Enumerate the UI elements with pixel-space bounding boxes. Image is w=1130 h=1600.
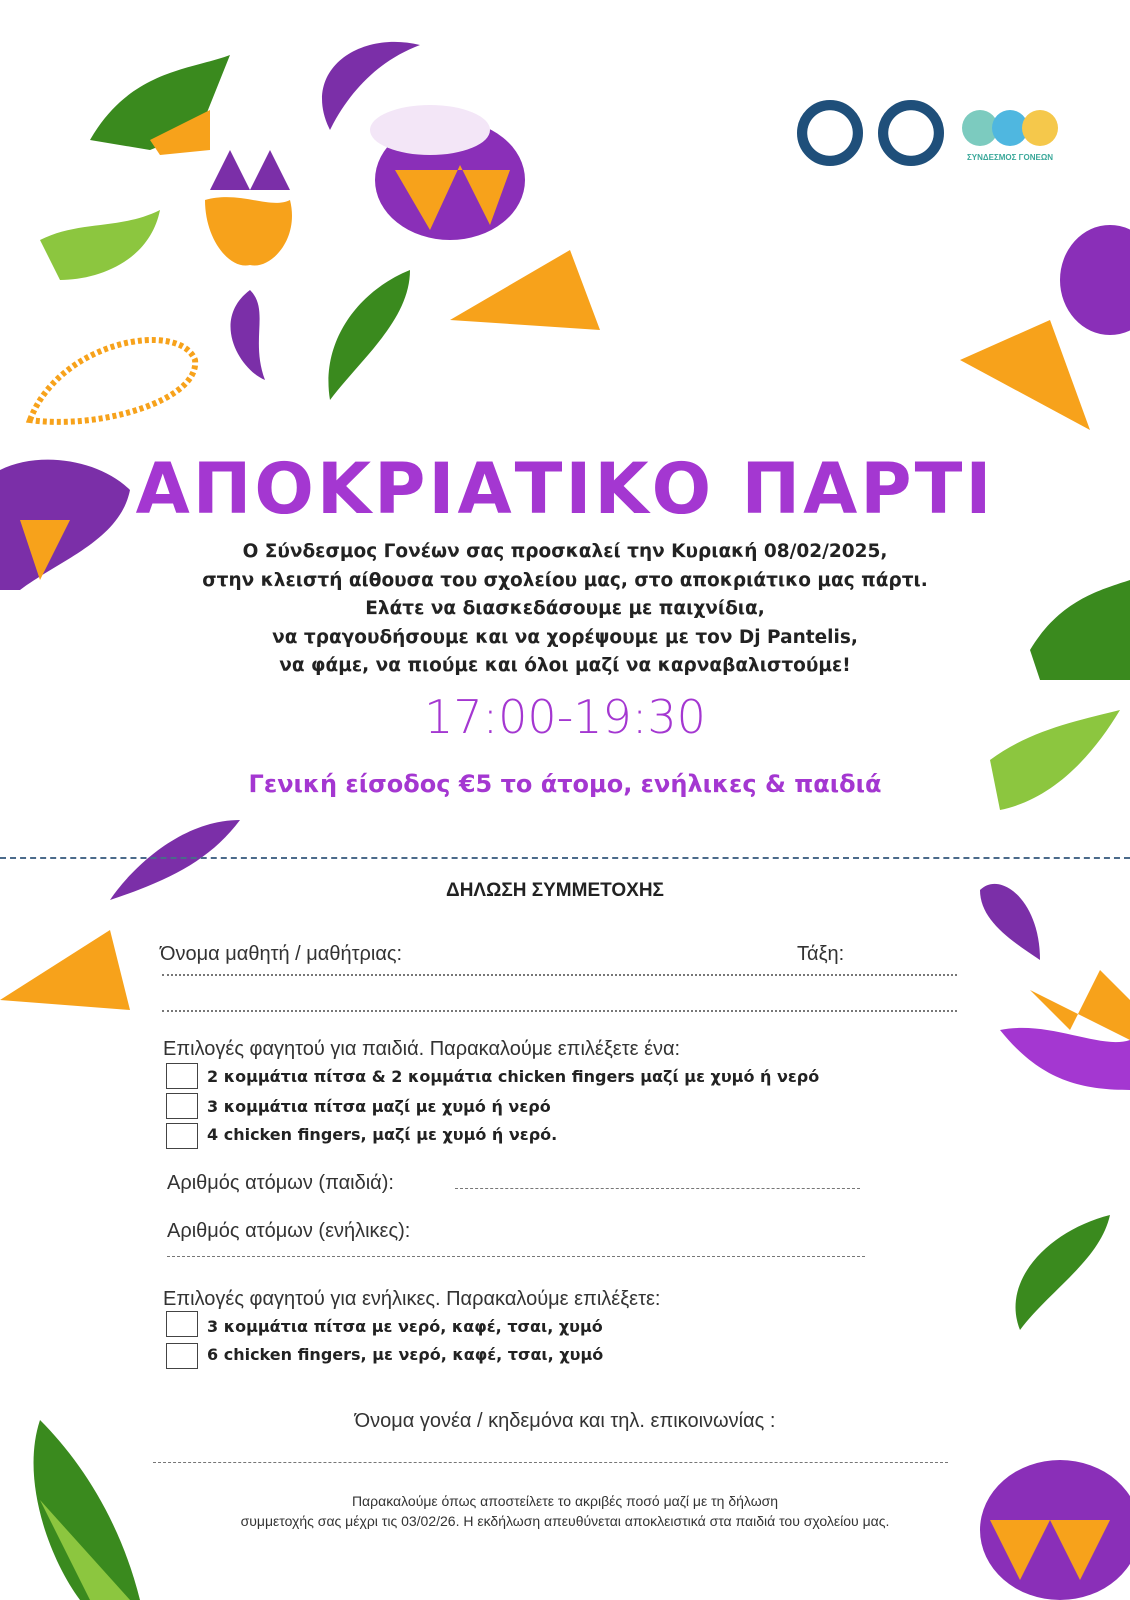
adults-count-label: Αριθμός ατόμων (ενήλικες): <box>167 1220 411 1242</box>
intro-line: να τραγουδήσουμε και να χορέψουμε με τον Dj Pantelis, <box>272 626 858 648</box>
feather-icon <box>231 270 410 400</box>
drum-icon <box>370 105 525 240</box>
parent-field[interactable] <box>153 1462 948 1463</box>
kids-option-3-label: 4 chicken fingers, μαζί με χυμό ή νερό. <box>207 1125 558 1144</box>
kids-option-2-label: 3 κομμάτια πίτσα μαζί με χυμό ή νερό <box>207 1097 551 1116</box>
jester-hat-icon <box>90 55 230 155</box>
parent-label: Όνομα γονέα / κηδεμόνα και τηλ. επικοινωνίας : <box>354 1410 776 1432</box>
adults-option-2-checkbox[interactable] <box>166 1343 198 1369</box>
intro-line: Ο Σύνδεσμος Γονέων σας προσκαλεί την Κυριακή 08/02/2025, <box>242 541 888 562</box>
cut-line <box>0 857 1130 859</box>
mask-icon <box>205 150 292 266</box>
footer-line: συμμετοχής σας μέχρι τις 03/02/26. Η εκδήλωση απευθύνεται αποκλειστικά στα παιδιά του σχολείου μας. <box>240 1513 890 1529</box>
kids-food-label: Επιλογές φαγητού για παιδιά. Παρακαλούμε επιλέξετε ένα: <box>163 1038 681 1060</box>
feather-icon <box>1016 1215 1110 1330</box>
kids-option-3-checkbox[interactable] <box>166 1123 198 1149</box>
adults-count-field[interactable] <box>167 1256 865 1257</box>
adults-food-label: Επιλογές φαγητού για ενήλικες. Παρακαλούμε επιλέξετε: <box>163 1288 661 1310</box>
mask-icon <box>1000 970 1130 1090</box>
adults-option-1-label: 3 κομμάτια πίτσα με νερό, καφέ, τσαι, χυμό <box>207 1317 603 1336</box>
horn-icon <box>960 320 1090 430</box>
event-title: ΑΠΟΚΡΙΑΤΙΚΟ ΠΑΡΤΙ <box>135 448 995 530</box>
event-intro <box>0 538 1130 681</box>
class-label: Τάξη: <box>797 943 845 965</box>
intro-line: στην κλειστή αίθουσα του σχολείου μας, στο αποκριάτικο μας πάρτι. <box>202 569 928 591</box>
horn-icon <box>450 250 600 330</box>
student-name-field[interactable] <box>162 974 957 976</box>
entry-fee: Γενική είσοδος €5 το άτομο, ενήλικες & παιδιά <box>248 770 882 798</box>
kids-option-1-checkbox[interactable] <box>166 1063 198 1089</box>
kids-count-field[interactable] <box>455 1188 860 1189</box>
form-heading: ΔΗΛΩΣΗ ΣΥΜΜΕΤΟΧΗΣ <box>446 880 664 901</box>
drum-icon <box>1060 225 1130 335</box>
kids-option-1-label: 2 κομμάτια πίτσα & 2 κομμάτια chicken fingers μαζί με χυμό ή νερό <box>207 1067 820 1086</box>
student-name-label: Όνομα μαθητή / μαθήτριας: <box>160 943 403 965</box>
intro-line: να φάμε, να πιούμε και όλοι μαζί να καρναβαλιστούμε! <box>279 655 851 676</box>
kids-option-2-checkbox[interactable] <box>166 1093 198 1119</box>
footer-line: Παρακαλούμε όπως αποστείλετε το ακριβές ποσό μαζί με τη δήλωση <box>351 1493 779 1509</box>
horn-icon <box>0 930 130 1010</box>
adults-option-2-label: 6 chicken fingers, με νερό, καφέ, τσαι, χυμό <box>207 1345 604 1364</box>
school-logo <box>797 100 863 166</box>
footer-note <box>0 1491 1130 1531</box>
school-logo <box>878 100 944 166</box>
kids-count-label: Αριθμός ατόμων (παιδιά): <box>167 1172 394 1194</box>
parents-association-logo: ΣΥΝΔΕΣΜΟΣ ΓΟΝΕΩΝ <box>960 108 1060 168</box>
adults-option-1-checkbox[interactable] <box>166 1311 198 1337</box>
beads-icon <box>30 340 195 422</box>
intro-line: Ελάτε να διασκεδάσουμε με παιχνίδια, <box>365 598 765 619</box>
event-time: 17:00-19:30 <box>424 690 706 744</box>
student-name-field-line2[interactable] <box>162 1010 957 1012</box>
mask-icon <box>40 210 160 280</box>
